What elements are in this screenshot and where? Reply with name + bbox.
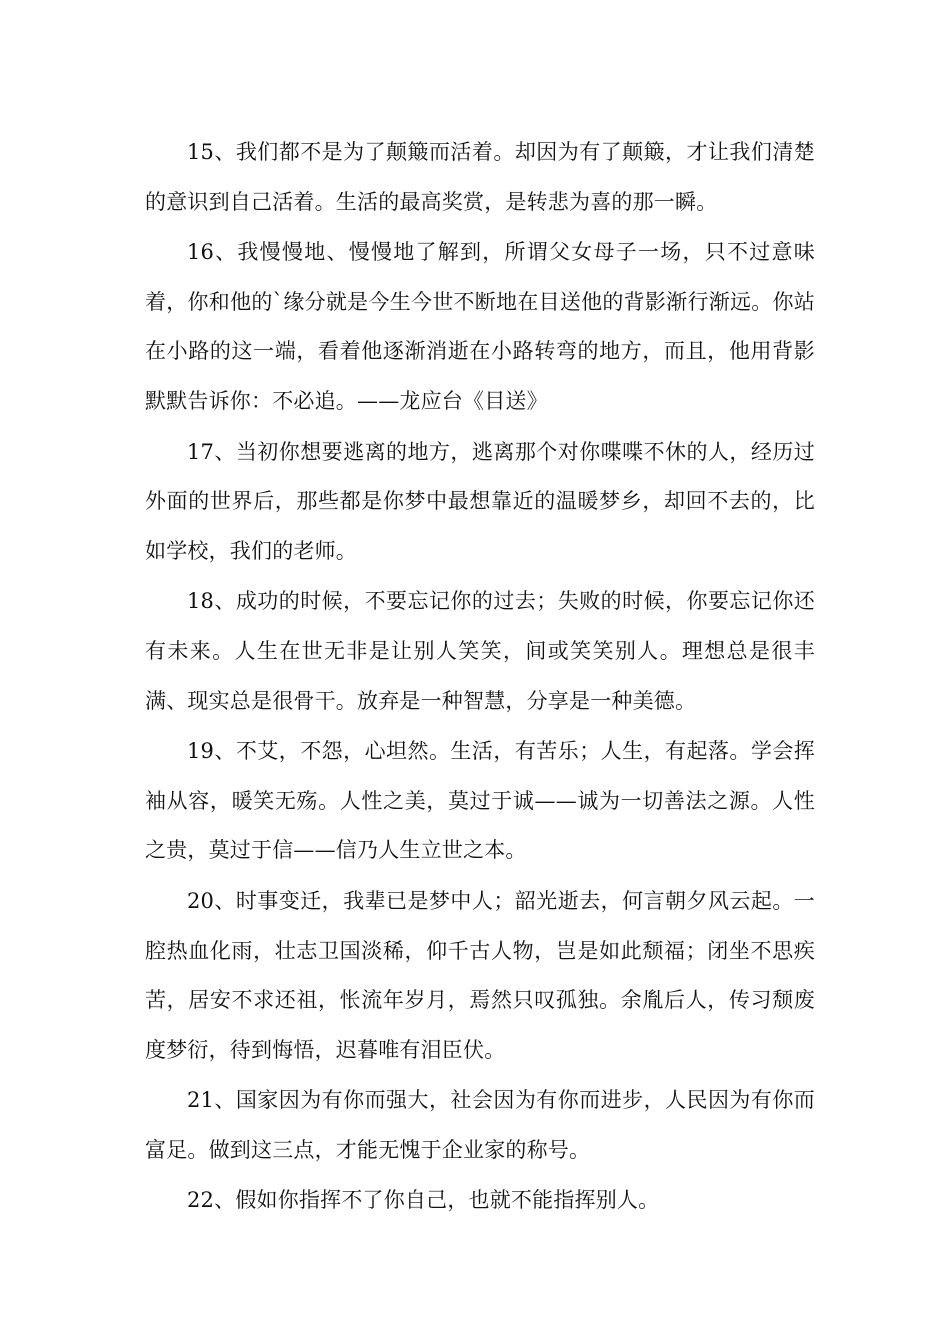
quote-paragraph-19: 19、不艾，不怨，心坦然。生活，有苦乐；人生，有起落。学会挥袖从容，暖笑无殇。人性之美，莫过于诚——诚为一切善法之源。人性之贵，莫过于信——信乃人生立世之本。 [145,739,815,863]
quote-paragraph-15: 15、我们都不是为了颠簸而活着。却因为有了颠簸，才让我们清楚的意识到自己活着。生活的最高奖赏，是转悲为喜的那一瞬。 [145,140,815,214]
quote-paragraph-22: 22、假如你指挥不了你自己，也就不能指挥别人。 [187,1188,660,1213]
quote-paragraph-17: 17、当初你想要逃离的地方，逃离那个对你喋喋不休的人，经历过外面的世界后，那些都是你梦中最想靠近的温暖梦乡，却回不去的，比如学校，我们的老师。 [145,439,815,563]
quote-paragraph-20: 20、时事变迁，我辈已是梦中人；韶光逝去，何言朝夕风云起。一腔热血化雨，壮志卫国淡稀，仰千古人物，岂是如此颓福；闭坐不思疾苦，居安不求还祖，怅流年岁月，焉然只叹孤独。余胤后人，传习颓废度梦衍，待到悔悟，迟暮唯有泪臣伏。 [145,888,815,1062]
quote-paragraph-16: 16、我慢慢地、慢慢地了解到，所谓父女母子一场，只不过意味着，你和他的`缘分就是今生今世不断地在目送他的背影渐行渐远。你站在小路的这一端，看着他逐渐消逝在小路转弯的地方，而且，他用背影默默告诉你：不必追。——龙应台《目送》 [145,240,815,413]
document-body [145,128,815,1227]
quote-paragraph-21: 21、国家因为有你而强大，社会因为有你而进步，人民因为有你而富足。做到这三点，才能无愧于企业家的称号。 [145,1088,815,1162]
quote-paragraph-18: 18、成功的时候，不要忘记你的过去；失败的时候，你要忘记你还有未来。人生在世无非是让别人笑笑，间或笑笑别人。理想总是很丰满、现实总是很骨干。放弃是一种智慧，分享是一种美德。 [145,589,815,713]
